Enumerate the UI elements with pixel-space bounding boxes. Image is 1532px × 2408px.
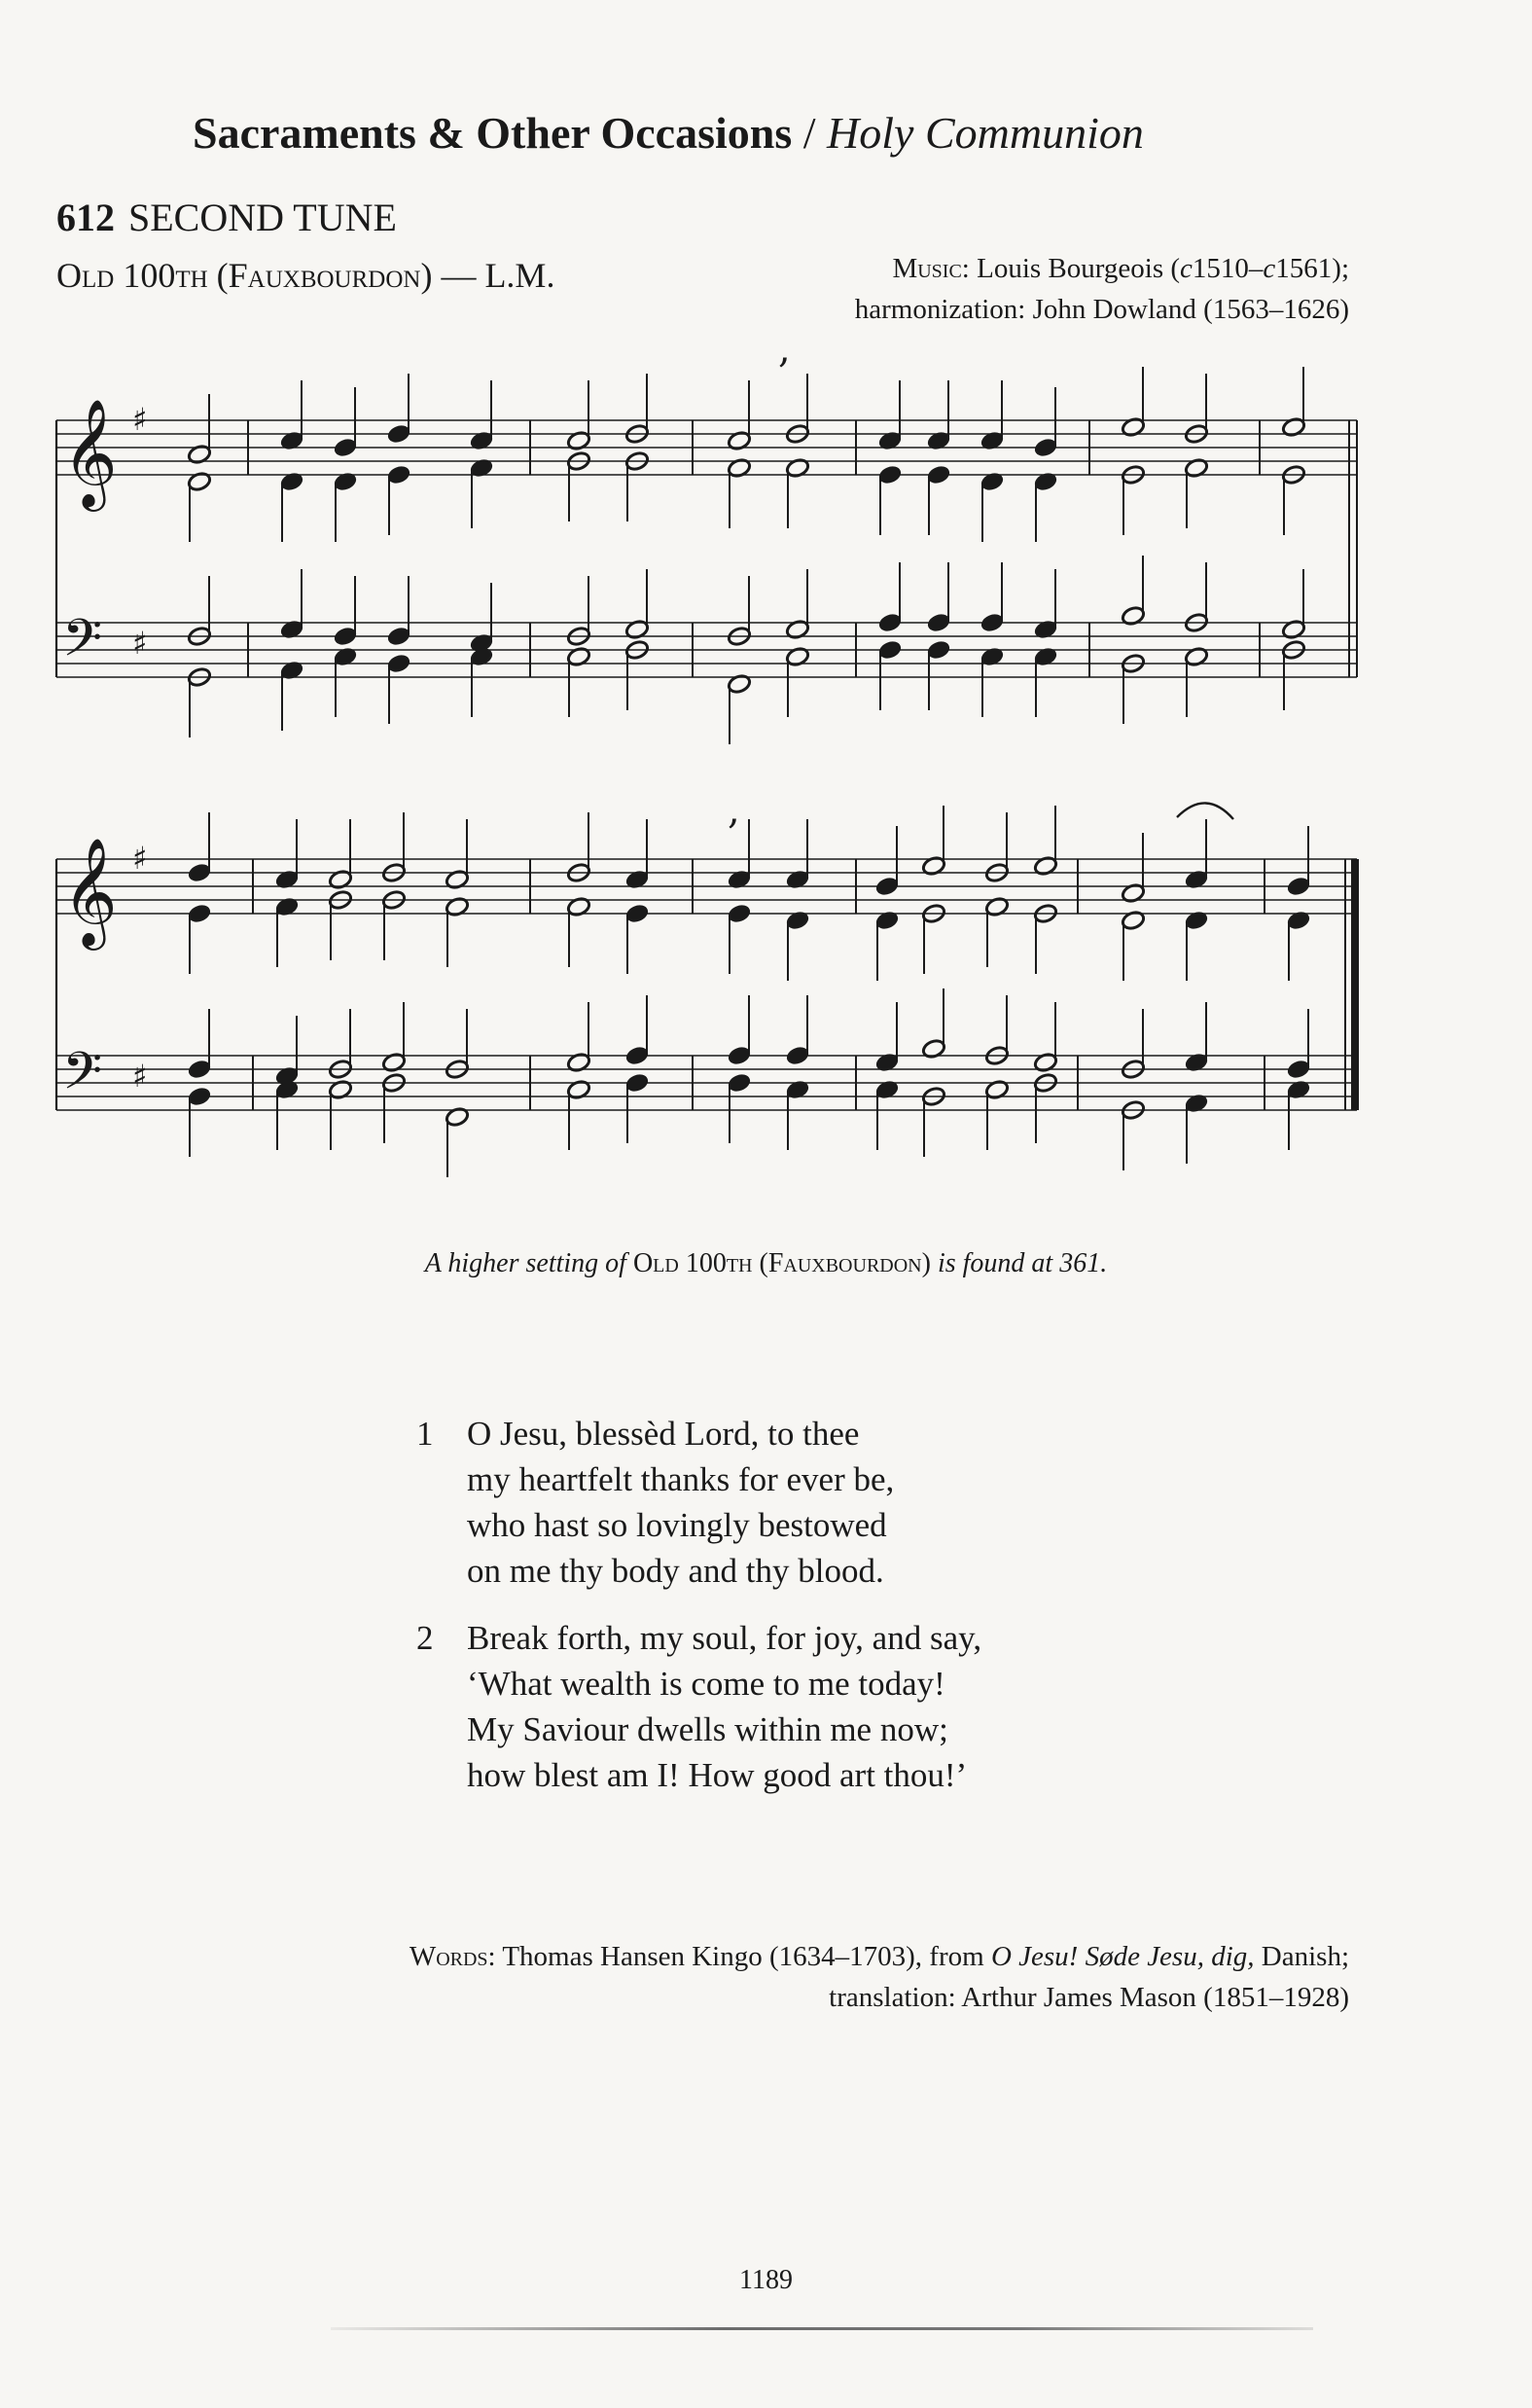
breath-mark-icon: , xyxy=(728,788,740,833)
words-source: O Jesu! Søde Jesu, dig, xyxy=(990,1941,1255,1972)
bass-clef-icon: 𝄢 xyxy=(62,609,103,681)
footer-rule xyxy=(331,2327,1313,2330)
treble-clef-icon: 𝄞 xyxy=(62,837,118,946)
music-text: Louis Bourgeois ( xyxy=(977,253,1181,284)
music-label: Music: xyxy=(892,253,970,284)
verse-line: O Jesu, blessèd Lord, to thee xyxy=(467,1415,860,1453)
words-lang: Danish; xyxy=(1254,1941,1349,1972)
tune-label: SECOND TUNE xyxy=(128,196,397,239)
verse-number: 2 xyxy=(416,1619,434,1657)
circa-1: c xyxy=(1180,253,1193,284)
note-pre: A higher setting of xyxy=(424,1248,633,1278)
note-post: is found at 361. xyxy=(930,1248,1108,1278)
verse-line: ‘What wealth is come to me today! xyxy=(467,1665,945,1703)
hymn-number: 612 xyxy=(56,196,115,239)
bass-clef-icon: 𝄢 xyxy=(62,1042,103,1114)
words-label: Words: xyxy=(409,1941,496,1972)
verse-line: who hast so lovingly bestowed xyxy=(467,1506,887,1544)
tune-name: Old 100th (Fauxbourdon) xyxy=(56,256,433,295)
treble-clef-icon: 𝄞 xyxy=(62,398,118,507)
verse-number: 1 xyxy=(416,1415,434,1453)
note-tune: Old 100th (Fauxbourdon) xyxy=(632,1248,931,1278)
final-barline-icon xyxy=(1351,859,1359,1110)
verse-line: My Saviour dwells within me now; xyxy=(467,1710,948,1748)
sharp-icon: ♯ xyxy=(132,1058,148,1095)
music-end: 1561); xyxy=(1275,253,1349,284)
words-credit xyxy=(410,1936,1349,2018)
translation-line: translation: Arthur James Mason (1851–1928) xyxy=(829,1982,1349,2014)
section-separator: / xyxy=(802,108,816,158)
sharp-icon: ♯ xyxy=(132,401,148,438)
page-number: 1189 xyxy=(739,2265,793,2295)
subsection-title: Holy Communion xyxy=(827,108,1144,158)
section-title: Sacraments & Other Occasions xyxy=(193,108,793,158)
score-systems xyxy=(56,327,1359,1177)
words-text: Thomas Hansen Kingo (1634–1703), from xyxy=(502,1941,991,1972)
tie-slur xyxy=(1177,803,1233,819)
sharp-icon: ♯ xyxy=(132,840,148,877)
meter: — L.M. xyxy=(441,256,555,295)
circa-2: c xyxy=(1263,253,1276,284)
other-setting-note xyxy=(0,1248,1532,1279)
verse-line: on me thy body and thy blood. xyxy=(467,1552,884,1590)
verse-line: my heartfelt thanks for ever be, xyxy=(467,1460,895,1498)
verse-line: Break forth, my soul, for joy, and say, xyxy=(467,1619,982,1657)
verse-line: how blest am I! How good art thou!’ xyxy=(467,1756,968,1794)
sharp-icon: ♯ xyxy=(132,625,148,662)
breath-mark-icon: , xyxy=(778,327,791,372)
harmonization-line: harmonization: John Dowland (1563–1626) xyxy=(854,294,1349,326)
music-mid: 1510– xyxy=(1192,253,1264,284)
words-line xyxy=(410,1936,1349,1977)
